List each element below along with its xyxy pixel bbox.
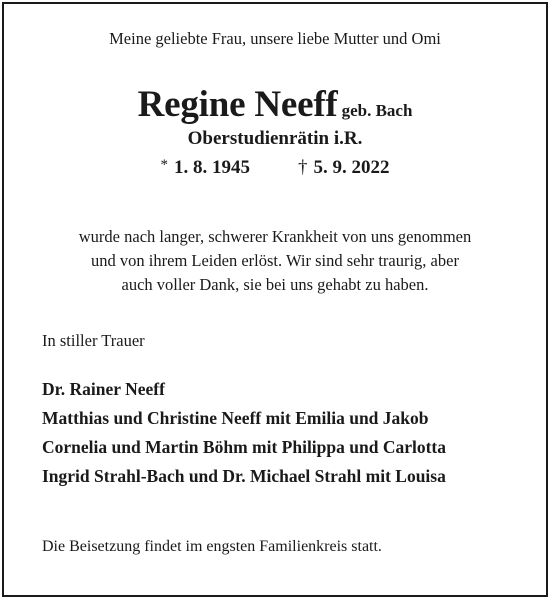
death-symbol: †: [298, 157, 308, 178]
deceased-name: Regine Neeff: [137, 84, 338, 125]
message-line: und von ihrem Leiden erlöst. Wir sind sehr traurig, aber: [91, 251, 459, 270]
family-list: [42, 375, 446, 491]
funeral-notice: Die Beisetzung findet im engsten Familienkreis statt.: [42, 538, 382, 555]
maiden-name: geb. Bach: [341, 101, 413, 120]
death-date: 5. 9. 2022: [313, 157, 390, 178]
message-line: auch voller Dank, sie bei uns gehabt zu haben.: [121, 275, 429, 294]
mourning-label: In stiller Trauer: [42, 331, 145, 350]
birth-date: 1. 8. 1945: [174, 157, 250, 178]
deceased-name-line: [0, 83, 550, 126]
family-member: Matthias und Christine Neeff mit Emilia und Jakob: [42, 408, 429, 428]
family-member: Dr. Rainer Neeff: [42, 379, 165, 399]
message-line: wurde nach langer, schwerer Krankheit von uns genommen: [78, 227, 472, 246]
birth-symbol: *: [160, 157, 168, 173]
life-dates: [0, 157, 550, 179]
obituary-message: [0, 225, 550, 297]
family-member: Cornelia und Martin Böhm mit Philippa und Carlotta: [42, 437, 447, 457]
deceased-title: Oberstudienrätin i.R.: [187, 128, 363, 149]
birth-date-group: [161, 157, 251, 179]
death-date-group: [298, 157, 390, 178]
family-member: Ingrid Strahl-Bach und Dr. Michael Strahl mit Louisa: [42, 466, 446, 486]
intro-line: Meine geliebte Frau, unsere liebe Mutter und Omi: [109, 29, 441, 48]
